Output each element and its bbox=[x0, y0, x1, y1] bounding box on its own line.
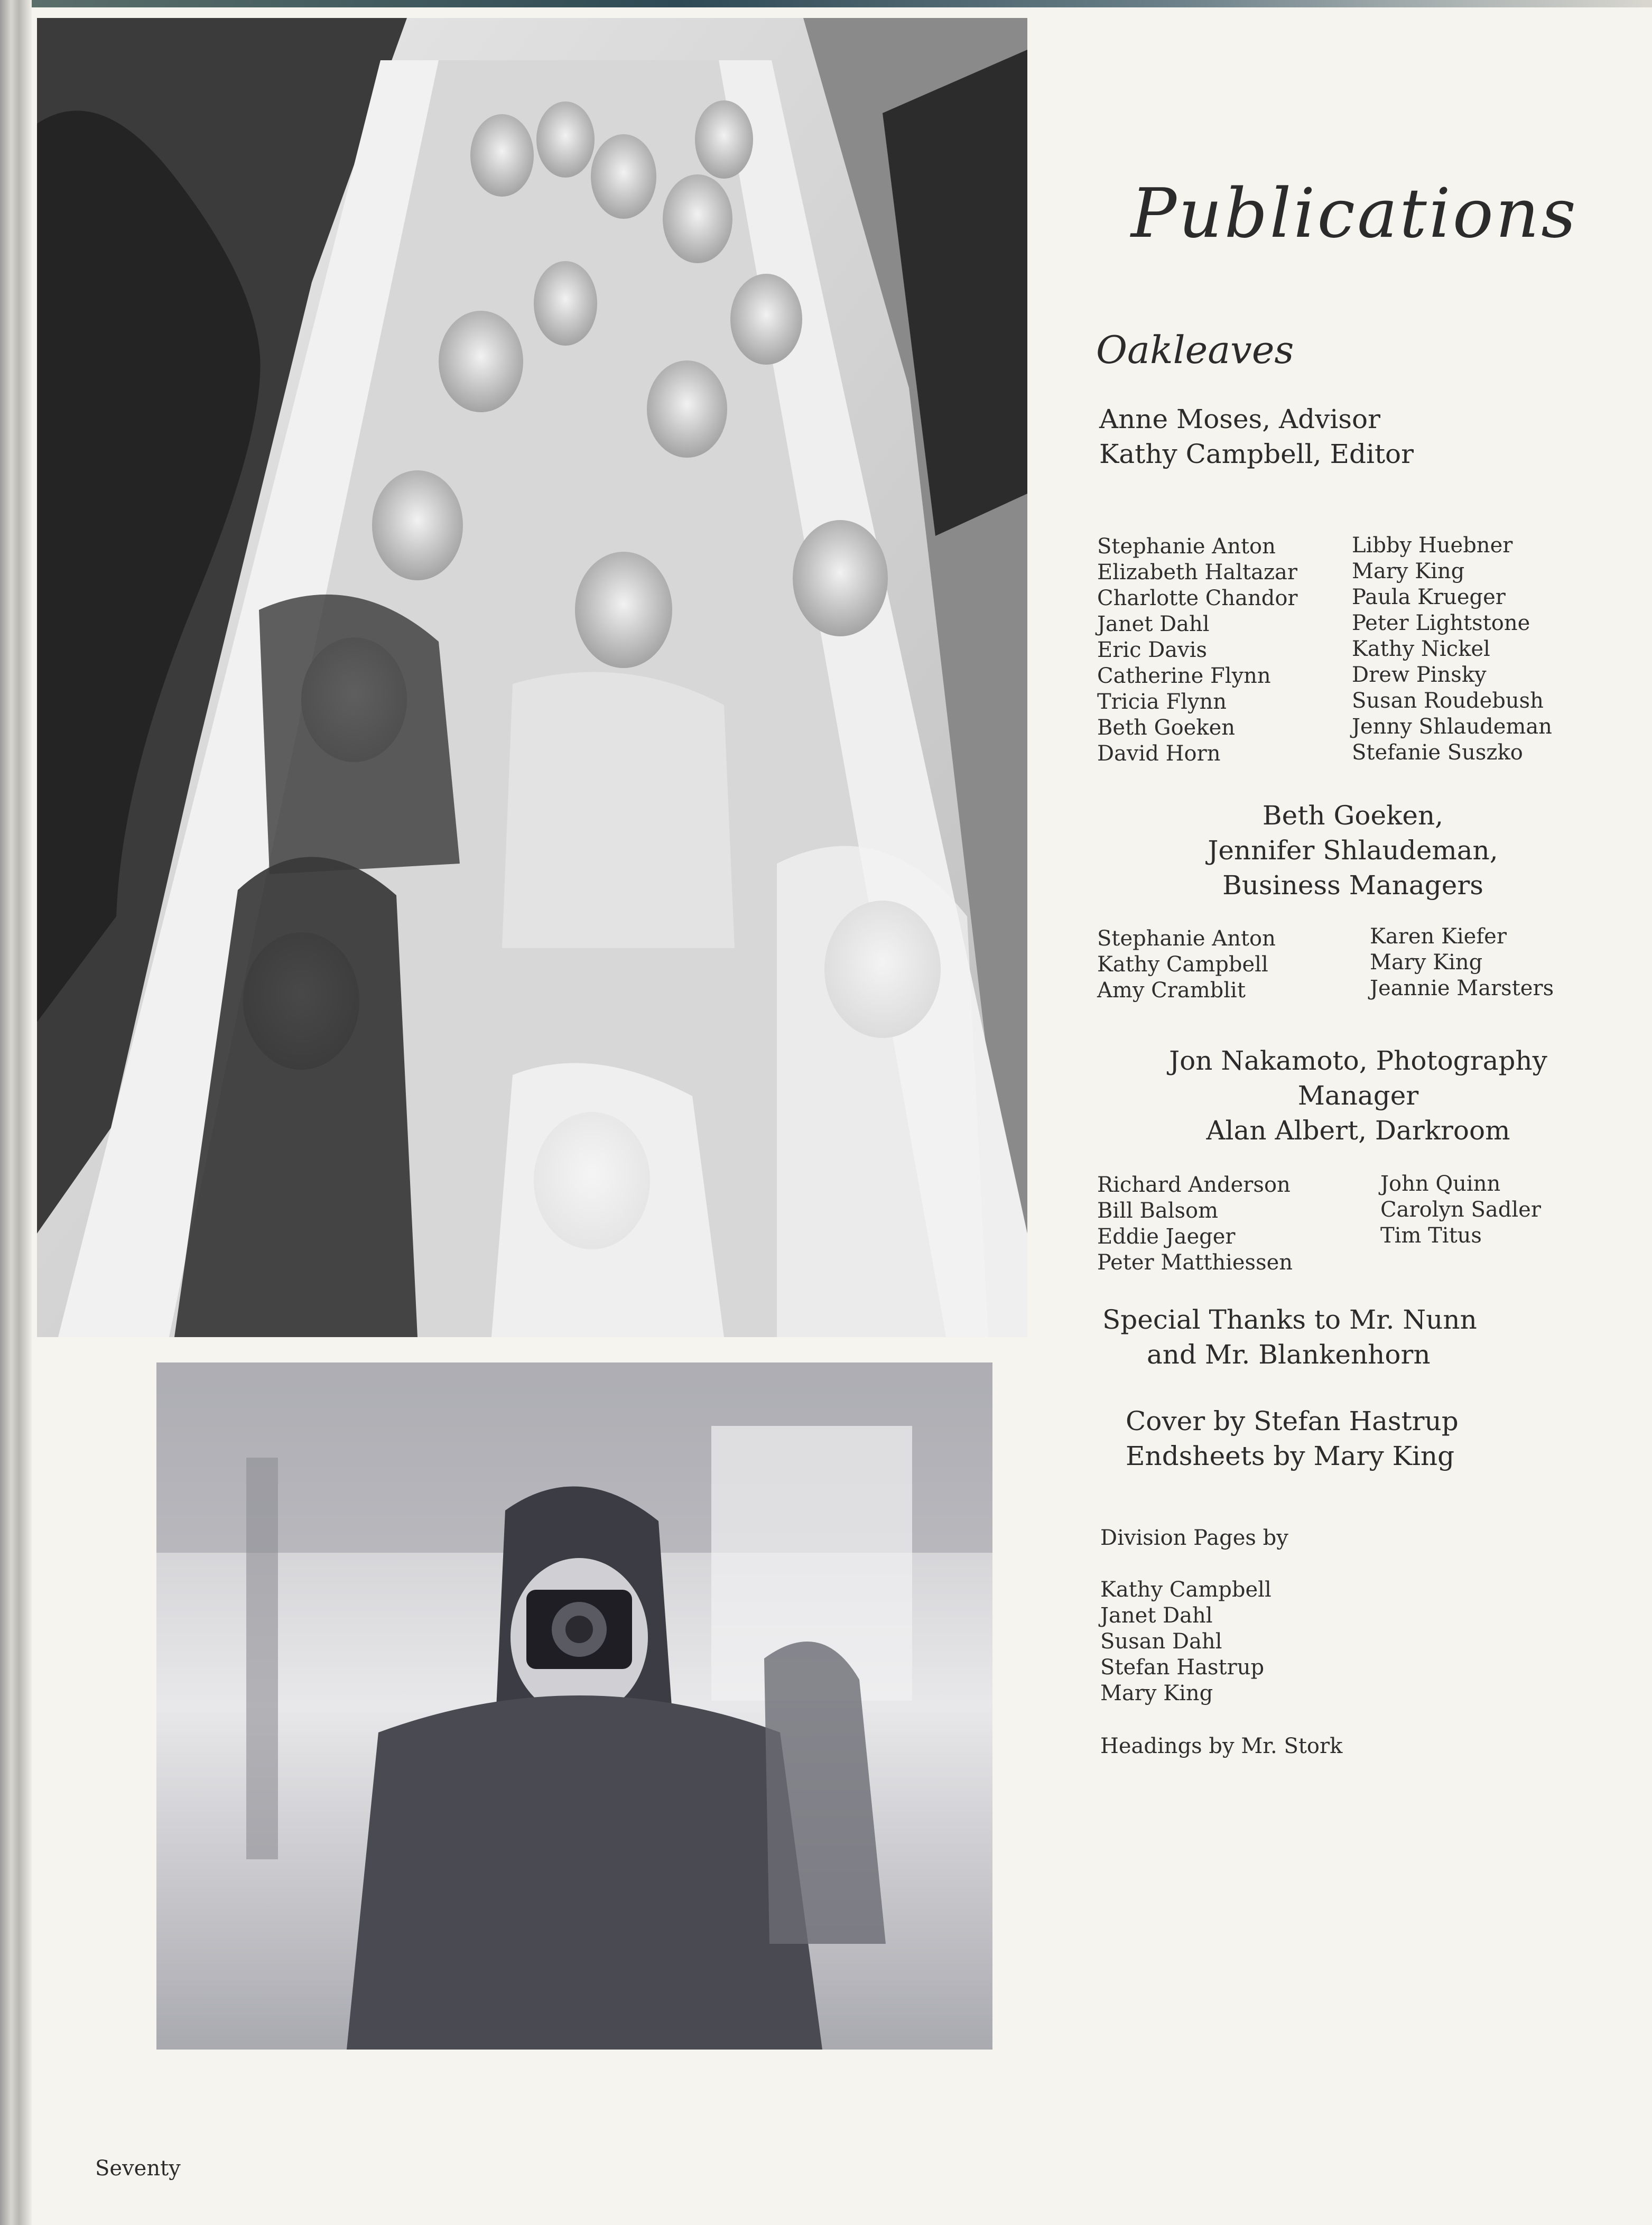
oakleaves-leads bbox=[1099, 402, 1414, 471]
list-item: Peter Lightstone bbox=[1352, 611, 1530, 635]
list-item: Stefan Hastrup bbox=[1100, 1655, 1265, 1680]
list-item: Tim Titus bbox=[1380, 1223, 1482, 1248]
list-item: David Horn bbox=[1097, 741, 1221, 766]
list-item: Mary King bbox=[1370, 950, 1483, 975]
cover-credits bbox=[1126, 1404, 1459, 1473]
list-item: Eddie Jaeger bbox=[1097, 1225, 1236, 1249]
endsheets-line: Endsheets by Mary King bbox=[1126, 1441, 1455, 1471]
list-item: Jeannie Marsters bbox=[1370, 976, 1554, 1000]
list-item: Drew Pinsky bbox=[1352, 663, 1487, 687]
cover-line: Cover by Stefan Hastrup bbox=[1126, 1406, 1459, 1436]
list-item: Kathy Campbell bbox=[1100, 1578, 1272, 1602]
staff-list-right bbox=[1352, 533, 1552, 766]
page-title: Publications bbox=[1131, 174, 1578, 253]
thanks-line: and Mr. Blankenhorn bbox=[1147, 1339, 1431, 1370]
list-item: Libby Huebner bbox=[1352, 533, 1513, 558]
list-item: Beth Goeken bbox=[1097, 716, 1235, 740]
list-item: Amy Cramblit bbox=[1097, 978, 1246, 1003]
list-item: Mary King bbox=[1100, 1681, 1213, 1705]
list-item: Susan Dahl bbox=[1100, 1629, 1222, 1654]
list-item: Janet Dahl bbox=[1100, 1603, 1213, 1628]
staff-list-left bbox=[1097, 534, 1298, 767]
list-item: Stephanie Anton bbox=[1097, 534, 1276, 559]
list-item: Stephanie Anton bbox=[1097, 926, 1276, 951]
photographer-photo bbox=[156, 1362, 992, 2050]
list-item: Tricia Flynn bbox=[1097, 690, 1227, 714]
list-item: Kathy Campbell bbox=[1097, 952, 1268, 977]
list-item: Richard Anderson bbox=[1097, 1173, 1291, 1197]
heading-line: Manager bbox=[1297, 1080, 1419, 1111]
list-item: Carolyn Sadler bbox=[1380, 1198, 1541, 1222]
heading-line: Jon Nakamoto, Photography bbox=[1169, 1045, 1547, 1076]
special-thanks bbox=[1020, 1302, 1477, 1372]
list-item: Eric Davis bbox=[1097, 638, 1208, 662]
list-item: Susan Roudebush bbox=[1352, 689, 1544, 713]
photography-heading bbox=[1094, 1043, 1622, 1148]
credits-column bbox=[1089, 0, 1628, 1797]
list-item: Kathy Nickel bbox=[1352, 637, 1490, 661]
headings-credit: Headings by Mr. Stork bbox=[1100, 1734, 1343, 1758]
business-list-right bbox=[1370, 924, 1554, 1002]
group-photo-on-stairs bbox=[37, 18, 1027, 1337]
division-pages-list bbox=[1100, 1577, 1272, 1707]
page-folio: Seventy bbox=[95, 2156, 181, 2181]
list-item: Paula Krueger bbox=[1352, 585, 1506, 609]
list-item: Stefanie Suszko bbox=[1352, 740, 1523, 765]
list-item: Karen Kiefer bbox=[1370, 924, 1507, 949]
list-item: Elizabeth Haltazar bbox=[1097, 560, 1298, 585]
photography-list-right bbox=[1380, 1171, 1541, 1249]
heading-line: Business Managers bbox=[1222, 870, 1483, 901]
thanks-line: Special Thanks to Mr. Nunn bbox=[1102, 1304, 1477, 1335]
section-heading-oakleaves: Oakleaves bbox=[1096, 328, 1294, 372]
list-item: John Quinn bbox=[1380, 1172, 1501, 1196]
page-binding-edge bbox=[0, 0, 32, 2225]
business-managers-heading bbox=[1089, 798, 1617, 903]
photography-list-left bbox=[1097, 1172, 1293, 1276]
list-item: Janet Dahl bbox=[1097, 612, 1210, 636]
heading-line: Jennifer Shlaudeman, bbox=[1208, 835, 1498, 866]
list-item: Jenny Shlaudeman bbox=[1352, 715, 1552, 739]
list-item: Catherine Flynn bbox=[1097, 664, 1271, 688]
list-item: Charlotte Chandor bbox=[1097, 586, 1298, 610]
heading-line: Alan Albert, Darkroom bbox=[1206, 1115, 1510, 1146]
advisor-line: Anne Moses, Advisor bbox=[1099, 404, 1381, 434]
business-list-left bbox=[1097, 926, 1276, 1004]
heading-line: Beth Goeken, bbox=[1262, 800, 1444, 831]
list-item: Mary King bbox=[1352, 559, 1465, 583]
list-item: Bill Balsom bbox=[1097, 1199, 1219, 1223]
editor-line: Kathy Campbell, Editor bbox=[1099, 439, 1414, 469]
list-item: Peter Matthiessen bbox=[1097, 1250, 1293, 1275]
division-pages-label: Division Pages by bbox=[1100, 1526, 1288, 1550]
